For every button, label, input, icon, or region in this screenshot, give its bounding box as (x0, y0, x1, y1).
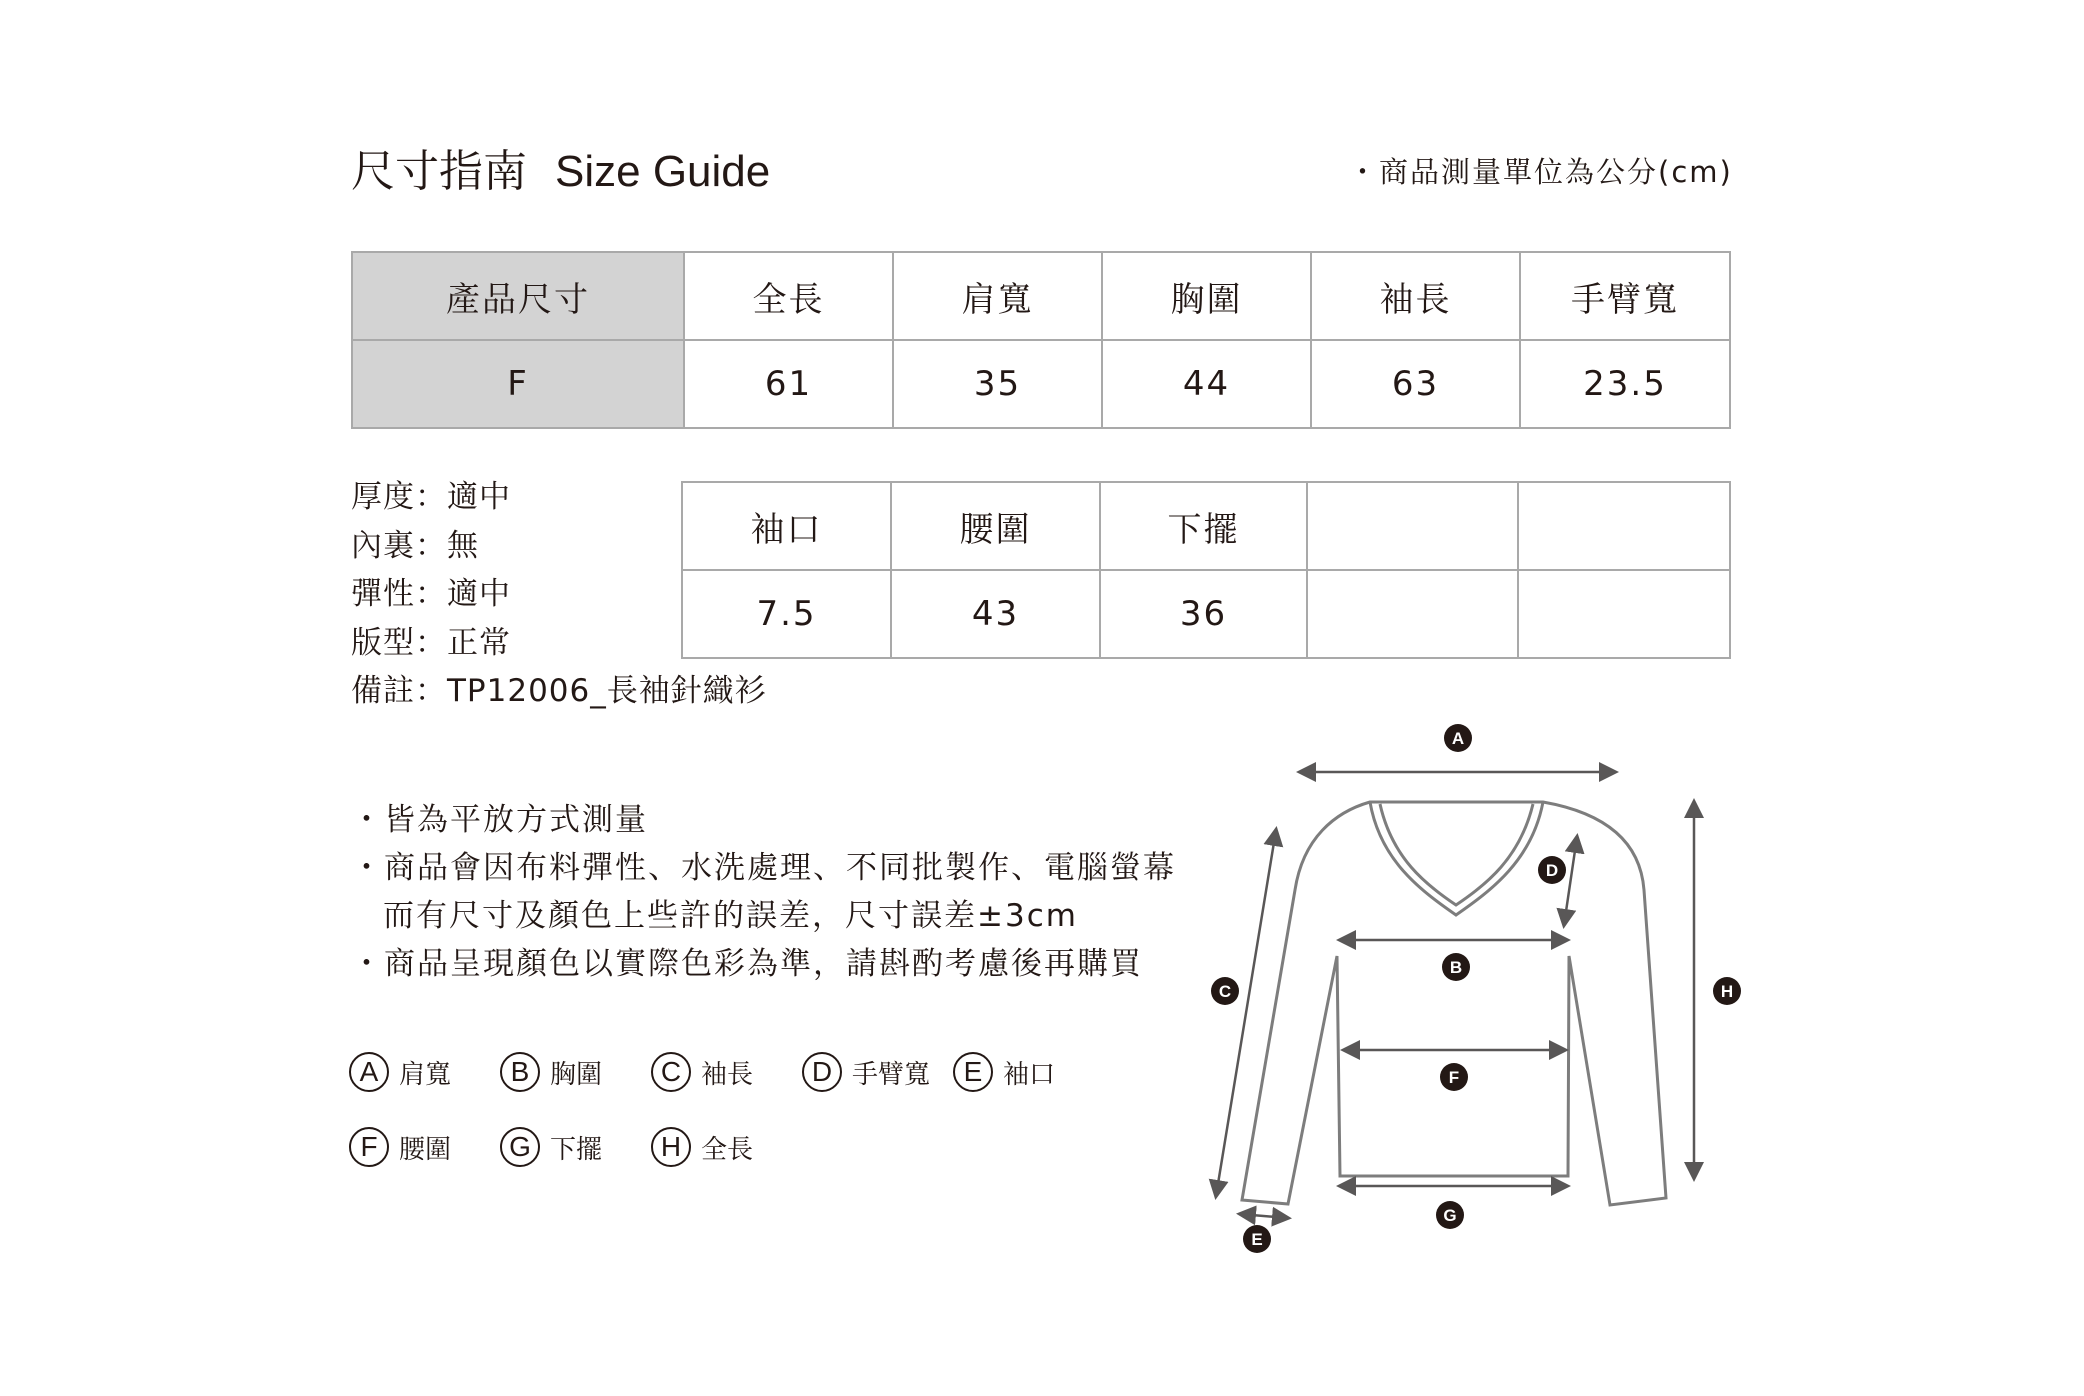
legend-letter-g-icon: G (500, 1127, 540, 1167)
title-zh: 尺寸指南 (351, 146, 527, 197)
legend-item-b (500, 1052, 602, 1092)
svg-text:G: G (1443, 1206, 1457, 1225)
marker-e-icon (1243, 1225, 1271, 1253)
legend-label: 手臂寬 (852, 1059, 931, 1090)
note-line: ・皆為平放方式測量 (351, 802, 648, 838)
size-table-row (352, 340, 1730, 428)
legend-letter-d-icon: D (802, 1052, 842, 1092)
cell-shoulder: 35 (893, 340, 1102, 428)
legend-label: 胸圍 (550, 1059, 603, 1090)
size-table2-header-row (682, 482, 1730, 570)
note-line: ・商品會因布料彈性、水洗處理、不同批製作、電腦螢幕 (351, 850, 1176, 886)
unit-note: ・商品測量單位為公分(cm) (1348, 155, 1733, 189)
cell-empty-2 (1518, 570, 1730, 658)
arrow-arm-width-d (1564, 837, 1577, 925)
header-cell-sleeve: 袖長 (1311, 252, 1520, 340)
legend-letter-b-icon: B (500, 1052, 540, 1092)
measurement-notes (351, 796, 1176, 988)
legend-item-f (349, 1127, 451, 1167)
svg-text:F: F (1448, 1068, 1460, 1087)
svg-text:E: E (1251, 1230, 1263, 1249)
legend-letter-h-icon: H (651, 1127, 691, 1167)
legend-letter-e-icon: E (953, 1052, 993, 1092)
header-cell-empty-1 (1307, 482, 1518, 570)
header-cell-size: 產品尺寸 (352, 252, 684, 340)
sweater-body-outline (1242, 802, 1666, 1205)
svg-text:D: D (1545, 861, 1559, 880)
cell-size: F (352, 340, 684, 428)
page-title (351, 140, 770, 204)
legend-label: 肩寬 (399, 1059, 452, 1090)
header-cell-hem: 下擺 (1100, 482, 1307, 570)
legend-item-e (953, 1052, 1055, 1092)
size-table (351, 251, 1731, 429)
product-specs (351, 473, 767, 716)
marker-a-icon (1444, 724, 1472, 752)
cell-waist: 43 (891, 570, 1100, 658)
header-cell-arm-width: 手臂寬 (1520, 252, 1730, 340)
cell-sleeve: 63 (1311, 340, 1520, 428)
sweater-outline (1242, 802, 1666, 1205)
svg-text:A: A (1451, 729, 1465, 748)
note-line: 而有尺寸及顏色上些許的誤差，尺寸誤差±3cm (383, 898, 1078, 934)
cell-cuff: 7.5 (682, 570, 891, 658)
sweater-diagram (1200, 700, 1760, 1270)
legend-item-c (651, 1052, 753, 1092)
legend-label: 袖長 (701, 1059, 754, 1090)
header-cell-cuff: 袖口 (682, 482, 891, 570)
legend-label: 下擺 (550, 1134, 603, 1165)
cell-arm-width: 23.5 (1520, 340, 1730, 428)
cell-hem: 36 (1100, 570, 1307, 658)
spec-lining: 內裏：無 (351, 527, 479, 564)
legend-item-g (500, 1127, 602, 1167)
legend-item-a (349, 1052, 451, 1092)
legend-label: 全長 (701, 1134, 754, 1165)
legend-label: 腰圍 (399, 1134, 452, 1165)
cell-empty-1 (1307, 570, 1518, 658)
legend-letter-c-icon: C (651, 1052, 691, 1092)
spec-thickness: 厚度：適中 (351, 479, 511, 515)
svg-text:H: H (1720, 982, 1734, 1001)
legend-letter-f-icon: F (349, 1127, 389, 1167)
neckline-inner (1380, 804, 1533, 905)
size-table2-row (682, 570, 1730, 658)
size-table-secondary (681, 481, 1731, 659)
marker-h-icon (1713, 977, 1741, 1005)
legend-label: 袖口 (1003, 1059, 1056, 1090)
size-table-header-row (352, 252, 1730, 340)
header-cell-shoulder: 肩寬 (893, 252, 1102, 340)
marker-d-icon (1538, 856, 1566, 884)
marker-b-icon (1442, 953, 1470, 981)
header-cell-length: 全長 (684, 252, 893, 340)
svg-text:C: C (1218, 982, 1232, 1001)
spec-elasticity: 彈性：適中 (351, 576, 511, 612)
title-en: Size Guide (555, 147, 771, 196)
marker-c-icon (1211, 977, 1239, 1005)
marker-f-icon (1440, 1063, 1468, 1091)
neckline-outer (1370, 802, 1543, 915)
spec-fit: 版型：正常 (351, 624, 511, 661)
legend-item-h (651, 1127, 753, 1167)
legend-item-d (802, 1052, 930, 1092)
header-cell-chest: 胸圍 (1102, 252, 1311, 340)
arrow-sleeve-c (1216, 830, 1276, 1196)
header-cell-waist: 腰圍 (891, 482, 1100, 570)
spec-remark: 備註：TP12006_長袖針織衫 (351, 673, 767, 709)
note-line: ・商品呈現顏色以實際色彩為準，請斟酌考慮後再購買 (351, 946, 1143, 982)
header-cell-empty-2 (1518, 482, 1730, 570)
marker-g-icon (1436, 1201, 1464, 1229)
arrow-cuff-e (1240, 1214, 1288, 1218)
cell-chest: 44 (1102, 340, 1311, 428)
legend-letter-a-icon: A (349, 1052, 389, 1092)
svg-text:B: B (1449, 958, 1463, 977)
cell-length: 61 (684, 340, 893, 428)
